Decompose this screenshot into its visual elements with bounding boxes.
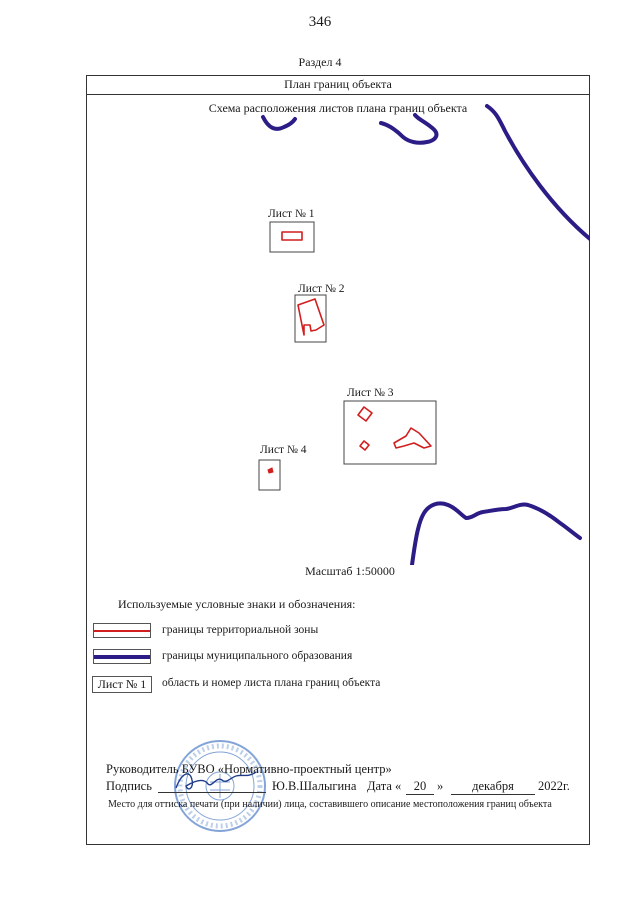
page-number: 346: [308, 14, 332, 30]
date-month: декабря: [451, 779, 535, 795]
scheme-title: Схема расположения листов плана границ объекта: [208, 101, 468, 115]
map-scale: Масштаб 1:50000: [305, 564, 395, 578]
sign-label: Подпись: [106, 779, 152, 793]
date-label: Дата «: [367, 779, 402, 793]
zone-boundary-2: [298, 299, 324, 335]
date-year: 2022г.: [538, 779, 570, 793]
date-day: 20: [406, 779, 434, 795]
sheet-frame-3: [344, 401, 436, 464]
legend-sheet-text: область и номер листа плана границ объекта: [162, 677, 381, 689]
sheet-label-3: Лист № 3: [347, 387, 394, 399]
zone-boundary-3a: [358, 407, 372, 421]
sheet-layout-map: [86, 95, 590, 565]
frame-title: План границ объекта: [86, 75, 590, 95]
legend-heading: Используемые условные знаки и обозначения:: [118, 597, 356, 611]
head-line: Руководитель БУВО «Нормативно-проектный центр»: [106, 762, 392, 776]
legend-zone-sample: [93, 623, 151, 638]
section-title: Раздел 4: [298, 55, 342, 69]
legend-municipal-text: границы муниципального образования: [162, 650, 353, 662]
zone-boundary-1: [282, 232, 302, 240]
zone-boundary-3b: [360, 441, 369, 450]
stamp-footnote: Место для оттиска печати (при наличии) лица, составившего описание местоположения границ объекта: [108, 799, 552, 810]
municipal-boundary-line: [263, 117, 295, 129]
legend-municipal-sample: [93, 649, 151, 664]
date-day-close: »: [437, 779, 444, 793]
sheet-label-2: Лист № 2: [298, 283, 345, 295]
legend-zone-text: границы территориальной зоны: [162, 624, 319, 636]
sheet-frame-1: [270, 222, 314, 252]
zone-boundary-3c: [394, 428, 431, 448]
handwritten-signature: [170, 766, 260, 796]
municipal-boundary-line: [487, 106, 590, 239]
sheet-label-1: Лист № 1: [268, 208, 315, 220]
sheet-label-4: Лист № 4: [260, 444, 307, 456]
zone-boundary-4: [268, 468, 273, 473]
sheet-frame-4: [259, 460, 280, 490]
municipal-boundary-line: [412, 503, 580, 565]
legend-sheet-sample: Лист № 1: [92, 676, 152, 693]
signer-name: Ю.В.Шалыгина: [272, 779, 357, 793]
municipal-boundary-line: [381, 115, 436, 143]
